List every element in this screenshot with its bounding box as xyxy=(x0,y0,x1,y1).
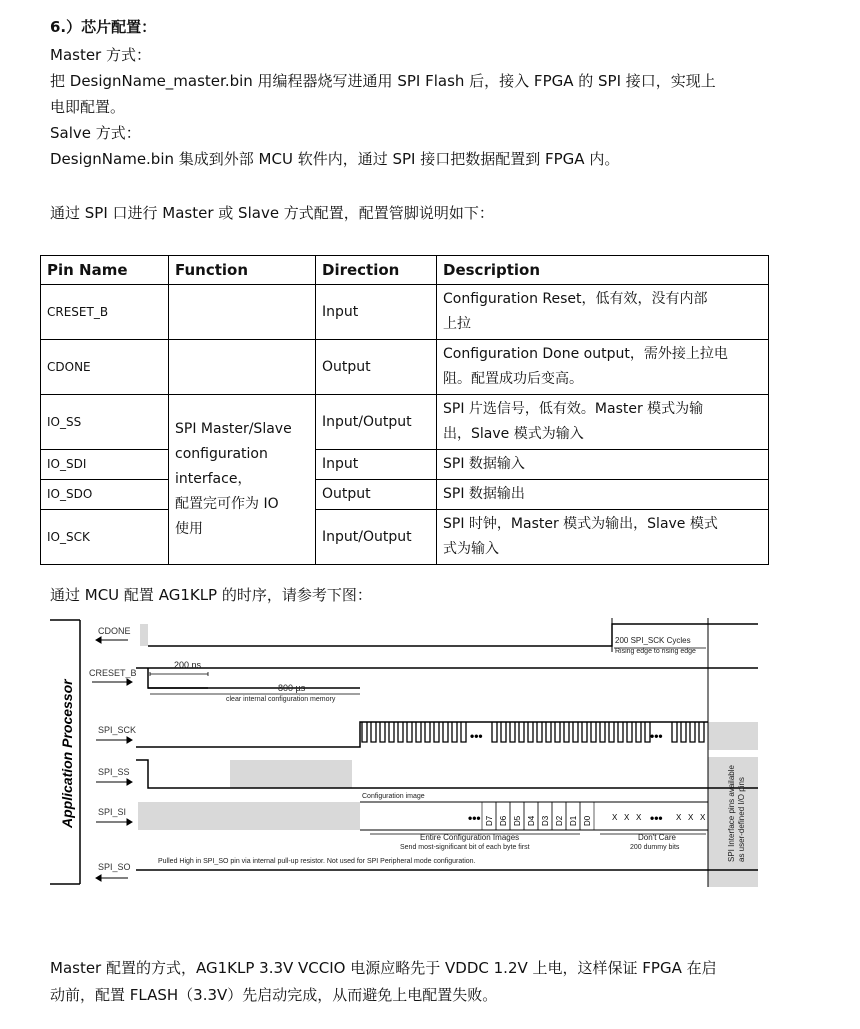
sck-pulse xyxy=(564,722,569,742)
si-dont-care-bit: X xyxy=(676,813,682,822)
pin-name-cell: CDONE xyxy=(41,340,169,395)
si-dont-care-bit: X xyxy=(624,813,630,822)
function-cell xyxy=(169,285,316,340)
si-data-bit: D7 xyxy=(485,815,494,826)
pin-name-cell: IO_SDI xyxy=(41,450,169,480)
timing-intro: 通过 MCU 配置 AG1KLP 的时序，请参考下图： xyxy=(50,586,372,604)
si-data-bit: D2 xyxy=(555,815,564,826)
signal-label-spi-ss: SPI_SS xyxy=(98,767,130,777)
table-row xyxy=(41,285,769,340)
si-data-bit: D3 xyxy=(541,815,550,826)
timing-diagram xyxy=(40,612,762,888)
si-data-bit: D1 xyxy=(569,815,578,826)
sck-pulse xyxy=(407,722,412,742)
description-cell: SPI 数据输入 xyxy=(437,450,769,480)
si-dont-care-bit: X xyxy=(700,813,706,822)
dont-care-label: Don't Care xyxy=(638,833,676,842)
description-cell xyxy=(437,395,769,450)
sck-pulse xyxy=(452,722,457,742)
table-row xyxy=(41,510,769,565)
ellipsis: ••• xyxy=(650,729,663,743)
slave-label: Salve 方式： xyxy=(50,124,141,142)
function-cell xyxy=(169,340,316,395)
processor-label: Application Processor xyxy=(59,679,75,828)
sck-pulse xyxy=(501,722,506,742)
function-line: configuration xyxy=(175,446,268,462)
description-line: 阻。配置成功后变高。 xyxy=(443,371,583,387)
note-line1: Master 配置的方式，AG1KLP 3.3V VCCIO 电源应略先于 VDDC 1.2V 上电，这样保证 FPGA 在启 xyxy=(50,959,717,977)
cycles-label: 200 SPI_SCK Cycles xyxy=(615,636,691,645)
sck-pulse xyxy=(618,722,623,742)
config-image-label: Configuration image xyxy=(362,793,425,800)
side-note-line1: SPI Interface pins available xyxy=(727,765,736,862)
pin-name-cell: CRESET_B xyxy=(41,285,169,340)
header-description: Description xyxy=(437,256,769,285)
so-note: Pulled High in SPI_SO pin via internal pull-up resistor. Not used for SPI Peripheral mode configuration. xyxy=(158,858,476,865)
function-line: SPI Master/Slave xyxy=(175,421,292,437)
sck-pulse xyxy=(398,722,403,742)
table-row xyxy=(41,395,769,450)
sck-pulse xyxy=(672,722,677,742)
pin-name-cell: IO_SCK xyxy=(41,510,169,565)
ellipsis: ••• xyxy=(470,729,483,743)
sck-pulse xyxy=(600,722,605,742)
sck-pulse xyxy=(380,722,385,742)
sck-pulse xyxy=(519,722,524,742)
signal-label-cdone: CDONE xyxy=(98,626,131,636)
sck-pulse xyxy=(510,722,515,742)
signal-label-spi-so: SPI_SO xyxy=(98,862,131,872)
direction-cell: Output xyxy=(316,340,437,395)
description-cell xyxy=(437,510,769,565)
direction-cell: Input xyxy=(316,285,437,340)
sck-pulse xyxy=(416,722,421,742)
signal-label-spi-si: SPI_SI xyxy=(98,807,127,817)
sck-pulse xyxy=(627,722,632,742)
direction-cell: Output xyxy=(316,480,437,510)
si-dont-care-bit: X xyxy=(612,813,618,822)
sck-pulse xyxy=(636,722,641,742)
function-line: 配置完可作为 IO xyxy=(175,496,279,512)
signal-label-creset: CRESET_B xyxy=(89,668,137,678)
master-label: Master 方式： xyxy=(50,46,151,64)
description-line: SPI 片选信号，低有效。Master 模式为输 xyxy=(443,401,704,417)
ellipsis: ••• xyxy=(650,811,663,825)
sck-pulse xyxy=(699,722,704,742)
si-dont-care-bit: X xyxy=(688,813,694,822)
t-clear-label: 800 µs xyxy=(278,683,306,693)
slave-desc: DesignName.bin 集成到外部 MCU 软件内，通过 SPI 接口把数据配置到 FPGA 内。 xyxy=(50,150,620,168)
t-reset-label: 200 ns xyxy=(174,660,202,670)
direction-cell: Input/Output xyxy=(316,395,437,450)
header-direction: Direction xyxy=(316,256,437,285)
sck-pulse xyxy=(425,722,430,742)
sck-pulse xyxy=(434,722,439,742)
master-desc-line2: 电即配置。 xyxy=(50,98,126,116)
table-row xyxy=(41,480,769,510)
sck-pulse xyxy=(443,722,448,742)
si-dont-care-bit: X xyxy=(636,813,642,822)
table-header-row xyxy=(41,256,769,285)
description-cell: SPI 数据输出 xyxy=(437,480,769,510)
sck-pulse xyxy=(555,722,560,742)
table-intro: 通过 SPI 口进行 Master 或 Slave 方式配置，配置管脚说明如下： xyxy=(50,204,494,222)
sck-pulse xyxy=(591,722,596,742)
header-function: Function xyxy=(169,256,316,285)
sck-pulse xyxy=(546,722,551,742)
description-line: SPI 时钟，Master 模式为输出，Slave 模式 xyxy=(443,516,718,532)
pin-name-cell: IO_SDO xyxy=(41,480,169,510)
description-line: 上拉 xyxy=(443,316,471,332)
entire-images-label: Entire Configuration Images xyxy=(420,833,520,842)
master-desc-line1: 把 DesignName_master.bin 用编程器烧写进通用 SPI Flash 后，接入 FPGA 的 SPI 接口，实现上 xyxy=(50,72,716,90)
si-data-bit: D6 xyxy=(499,815,508,826)
section-title: 6.）芯片配置： xyxy=(50,18,157,36)
function-line: 使用 xyxy=(175,521,203,537)
entire-images-desc: Send most-significant bit of each byte first xyxy=(400,844,530,851)
description-cell xyxy=(437,285,769,340)
table-row xyxy=(41,450,769,480)
direction-cell: Input/Output xyxy=(316,510,437,565)
sck-pulse xyxy=(537,722,542,742)
sck-pulse xyxy=(573,722,578,742)
sck-pulse xyxy=(362,722,367,742)
description-cell xyxy=(437,340,769,395)
sck-pulse xyxy=(371,722,376,742)
dummy-bits-label: 200 dummy bits xyxy=(630,844,680,851)
si-data-bit: D0 xyxy=(583,815,592,826)
note-line2: 动前，配置 FLASH（3.3V）先启动完成，从而避免上电配置失败。 xyxy=(50,986,498,1004)
si-data-bit: D5 xyxy=(513,815,522,826)
sck-pulse xyxy=(389,722,394,742)
sck-pulse xyxy=(681,722,686,742)
pin-name-cell: IO_SS xyxy=(41,395,169,450)
table-row xyxy=(41,340,769,395)
sck-pulse xyxy=(609,722,614,742)
side-note-line2: as user-defined I/O pins xyxy=(737,777,746,862)
signal-label-spi-sck: SPI_SCK xyxy=(98,725,137,735)
sck-pulse xyxy=(461,722,466,742)
description-line: 出，Slave 模式为输入 xyxy=(443,426,584,442)
function-group-cell xyxy=(169,395,316,565)
pin-table xyxy=(40,255,769,565)
si-data-bit: D4 xyxy=(527,815,536,826)
description-line: Configuration Reset，低有效，没有内部 xyxy=(443,291,708,307)
header-pin-name: Pin Name xyxy=(41,256,169,285)
sck-pulse xyxy=(690,722,695,742)
sck-pulse xyxy=(528,722,533,742)
sck-pulse xyxy=(582,722,587,742)
t-clear-desc: clear internal configuration memory xyxy=(226,696,336,703)
description-line: 式为输入 xyxy=(443,541,499,557)
direction-cell: Input xyxy=(316,450,437,480)
function-line: interface， xyxy=(175,471,252,487)
ellipsis: ••• xyxy=(468,811,481,825)
description-line: Configuration Done output，需外接上拉电 xyxy=(443,346,728,362)
sck-pulse xyxy=(492,722,497,742)
cycles-desc: Rising edge to rising edge xyxy=(615,648,696,655)
